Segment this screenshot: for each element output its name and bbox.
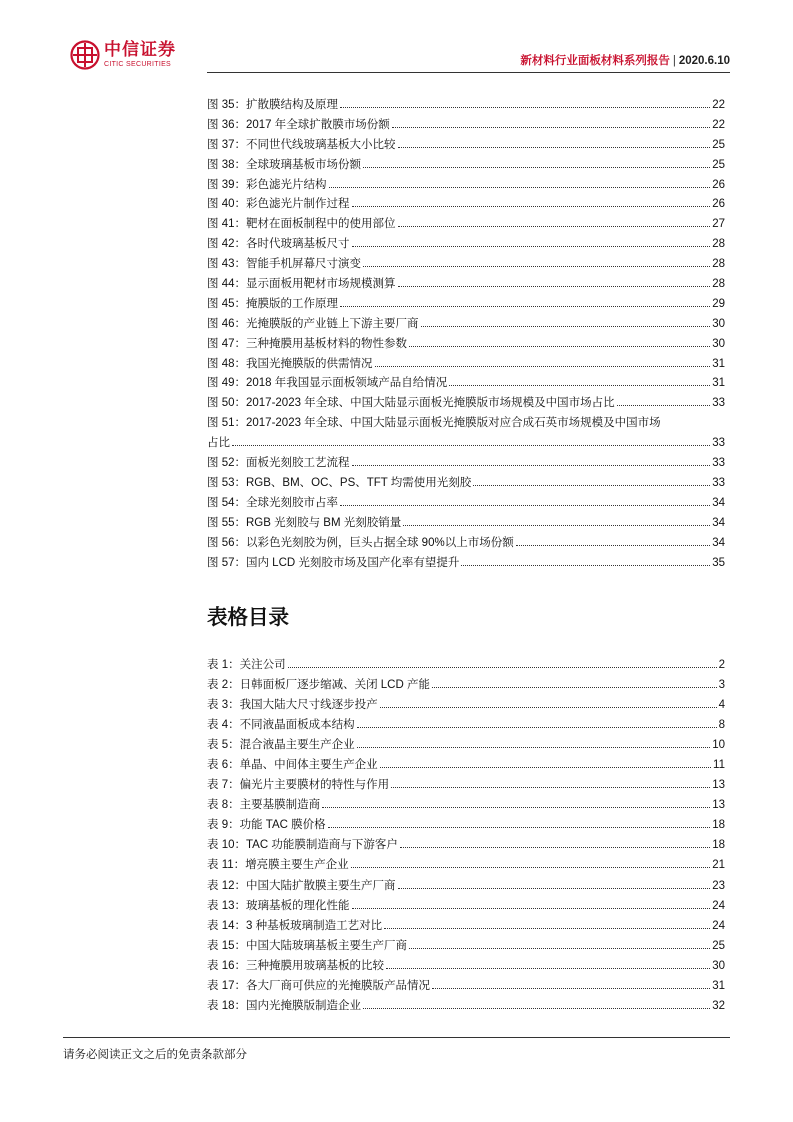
toc-dot-leader: [398, 286, 711, 287]
toc-entry[interactable]: [207, 355, 725, 375]
toc-entry-label: 表 13：玻璃基板的理化性能: [207, 899, 350, 912]
toc-page-number: 31: [712, 377, 725, 390]
toc-entry-label: 图 54：全球光刻胶市占率: [207, 496, 338, 509]
toc-entry-label: 图 35：扩散膜结构及原理: [207, 99, 338, 111]
toc-entry[interactable]: [207, 454, 725, 474]
toc-entry-label: 图 41：靶材在面板制程中的使用部位: [207, 218, 396, 231]
logo-english-name: CITIC SECURITIES: [104, 61, 172, 68]
toc-entry[interactable]: [207, 916, 725, 936]
toc-dot-leader: [352, 908, 711, 909]
toc-entry-label: 表 3：我国大陆大尺寸线逐步投产: [207, 699, 378, 712]
toc-page-number: 8: [718, 719, 725, 732]
toc-entry-label: 图 53：RGB、BM、OC、PS、TFT 均需使用光刻胶: [207, 476, 472, 489]
toc-entry[interactable]: [207, 775, 725, 795]
toc-entry-label: 表 10：TAC 功能膜制造商与下游客户: [207, 839, 398, 852]
toc-page-number: 13: [712, 799, 725, 812]
toc-dot-leader: [340, 505, 710, 506]
toc-dot-leader: [409, 948, 710, 949]
toc-dot-leader: [449, 385, 710, 386]
toc-entry[interactable]: [207, 534, 725, 554]
toc-dot-leader: [432, 988, 710, 989]
toc-entry-label: 图 40：彩色滤光片制作过程: [207, 198, 350, 211]
toc-entry-label: 表 2：日韩面板厂逐步缩减、关闭 LCD 产能: [207, 679, 430, 692]
toc-dot-leader: [352, 206, 711, 207]
toc-page-number: 30: [712, 317, 725, 330]
toc-page-number: 22: [712, 99, 725, 111]
toc-entry-label: 图 45：掩膜版的工作原理: [207, 297, 338, 310]
toc-dot-leader: [340, 107, 710, 108]
footer-divider: [63, 1037, 730, 1038]
toc-entry-label: 图 57：国内 LCD 光刻胶市场及国产化率有望提升: [207, 556, 460, 569]
toc-dot-leader: [398, 226, 711, 227]
toc-page-number: 18: [712, 839, 725, 852]
toc-page-number: 23: [712, 879, 725, 892]
toc-dot-leader: [400, 847, 710, 848]
toc-entry[interactable]: [207, 815, 725, 835]
toc-entry[interactable]: [207, 936, 725, 956]
toc-dot-leader: [398, 147, 711, 148]
toc-entry[interactable]: [207, 896, 725, 916]
toc-dot-leader: [322, 807, 710, 808]
toc-entry[interactable]: [207, 275, 725, 295]
toc-entry[interactable]: [207, 715, 725, 735]
toc-dot-leader: [409, 346, 710, 347]
toc-page-number: 3: [718, 679, 725, 692]
toc-page-number: 27: [712, 218, 725, 231]
toc-entry-label: 图 38：全球玻璃基板市场份额: [207, 158, 361, 171]
toc-entry[interactable]: [207, 494, 725, 514]
toc-entry-label: 图 42：各时代玻璃基板尺寸: [207, 238, 350, 251]
toc-entry[interactable]: [207, 876, 725, 896]
toc-entry[interactable]: [207, 554, 725, 574]
toc-page-number: 34: [712, 516, 725, 529]
toc-entry-label: 图 50：2017-2023 年全球、中国大陆显示面板光掩膜版市场规模及中国市场占比: [207, 397, 615, 410]
toc-page-number: 31: [712, 979, 725, 992]
toc-entry-label: 表 18：国内光掩膜版制造企业: [207, 999, 361, 1012]
tables-toc-heading: 表格目录: [207, 606, 289, 629]
toc-dot-leader: [516, 545, 711, 546]
toc-entry[interactable]: [207, 315, 725, 335]
toc-entry[interactable]: [207, 255, 725, 275]
toc-dot-leader: [403, 525, 710, 526]
toc-page-number: 28: [712, 238, 725, 251]
toc-dot-leader: [357, 747, 711, 748]
toc-dot-leader: [363, 266, 710, 267]
toc-entry-label: 图 55：RGB 光刻胶与 BM 光刻胶销量: [207, 516, 402, 529]
toc-page-number: 31: [712, 357, 725, 370]
toc-dot-leader: [352, 465, 711, 466]
report-series-title: 新材料行业面板材料系列报告: [520, 55, 670, 67]
toc-page-number: 28: [712, 278, 725, 291]
toc-entry[interactable]: [207, 514, 725, 534]
toc-entry-label: 图 48：我国光掩膜版的供需情况: [207, 357, 373, 370]
toc-page-number: 26: [712, 198, 725, 211]
toc-entry[interactable]: [207, 116, 725, 136]
toc-page-number: 32: [712, 999, 725, 1012]
toc-entry-label: 表 5：混合液晶主要生产企业: [207, 739, 355, 752]
toc-entry[interactable]: [207, 156, 725, 176]
report-date: 2020.6.10: [678, 55, 730, 67]
toc-entry[interactable]: [207, 474, 725, 494]
toc-entry-label: 图 37：不同世代线玻璃基板大小比较: [207, 138, 396, 151]
toc-dot-leader: [232, 445, 710, 446]
toc-dot-leader: [421, 326, 711, 327]
toc-page-number: 4: [718, 699, 725, 712]
toc-dot-leader: [352, 246, 711, 247]
toc-entry-label: 表 16：三种掩膜用玻璃基板的比较: [207, 959, 384, 972]
header-separator: |: [672, 55, 676, 67]
toc-entry-label: 表 6：单晶、中间体主要生产企业: [207, 759, 378, 772]
toc-entry[interactable]: [207, 335, 725, 355]
toc-entry-label: 图 49：2018 年我国显示面板领域产品自给情况: [207, 377, 448, 390]
toc-entry-label-continued: 占比: [207, 437, 230, 450]
toc-page-number: 13: [712, 779, 725, 792]
toc-dot-leader: [461, 565, 710, 566]
toc-dot-leader: [386, 968, 710, 969]
toc-entry[interactable]: [207, 735, 725, 755]
toc-dot-leader: [351, 867, 711, 868]
toc-page-number: 33: [712, 476, 725, 489]
toc-dot-leader: [375, 366, 711, 367]
toc-entry[interactable]: [207, 394, 725, 414]
toc-page-number: 29: [712, 297, 725, 310]
toc-page-number: 28: [712, 258, 725, 271]
brand-logo: [70, 38, 176, 72]
toc-entry[interactable]: [207, 996, 725, 1016]
toc-entry-label: 图 39：彩色滤光片结构: [207, 178, 327, 191]
toc-entry-label: 图 51：2017-2023 年全球、中国大陆显示面板光掩膜版对应合成石英市场规模及中国市场: [207, 417, 661, 430]
toc-entry-label: 表 17：各大厂商可供应的光掩膜版产品情况: [207, 979, 430, 992]
toc-entry[interactable]: [207, 136, 725, 156]
toc-dot-leader: [380, 707, 717, 708]
toc-entry[interactable]: [207, 374, 725, 394]
toc-dot-leader: [432, 687, 717, 688]
toc-entry[interactable]: [207, 96, 725, 116]
toc-page-number: 34: [712, 536, 725, 549]
toc-dot-leader: [384, 928, 710, 929]
toc-dot-leader: [363, 1008, 710, 1009]
toc-page-number: 35: [712, 556, 725, 569]
toc-entry-label: 图 52：面板光刻胶工艺流程: [207, 457, 350, 470]
toc-entry-label: 表 11：增亮膜主要生产企业: [207, 859, 349, 872]
report-header-title: [520, 52, 730, 68]
toc-entry[interactable]: [207, 195, 725, 215]
toc-entry[interactable]: [207, 295, 725, 315]
toc-page-number: 25: [712, 158, 725, 171]
toc-dot-leader: [340, 306, 710, 307]
toc-page-number: 18: [712, 819, 725, 832]
toc-entry-label: 表 12：中国大陆扩散膜主要生产厂商: [207, 879, 396, 892]
toc-entry[interactable]: [207, 695, 725, 715]
toc-page-number: 33: [712, 437, 725, 450]
footer-disclaimer: 请务必阅读正文之后的免责条款部分: [63, 1049, 247, 1061]
toc-entry[interactable]: [207, 655, 725, 675]
toc-entry-label: 图 46：光掩膜版的产业链上下游主要厂商: [207, 317, 419, 330]
toc-entry-label: 表 8：主要基膜制造商: [207, 799, 321, 812]
toc-entry[interactable]: [207, 176, 725, 196]
toc-page-number: 33: [712, 397, 725, 410]
toc-page-number: 24: [712, 899, 725, 912]
toc-entry-label: 表 9：功能 TAC 膜价格: [207, 819, 326, 832]
toc-entry[interactable]: [207, 976, 725, 996]
toc-entry-label: 表 7：偏光片主要膜材的特性与作用: [207, 779, 390, 792]
toc-page-number: 30: [712, 337, 725, 350]
toc-page-number: 11: [713, 759, 725, 772]
toc-entry-label: 表 4：不同液晶面板成本结构: [207, 719, 355, 732]
toc-page-number: 30: [712, 959, 725, 972]
toc-dot-leader: [357, 727, 717, 728]
toc-entry-label: 图 43：智能手机屏幕尺寸演变: [207, 258, 361, 271]
toc-page-number: 10: [712, 739, 725, 752]
toc-dot-leader: [398, 888, 711, 889]
toc-dot-leader: [329, 187, 711, 188]
toc-entry-label: 图 36：2017 年全球扩散膜市场份额: [207, 118, 390, 131]
toc-dot-leader: [617, 405, 711, 406]
toc-page-number: 34: [712, 496, 725, 509]
toc-dot-leader: [363, 167, 710, 168]
toc-entry-label: 表 15：中国大陆玻璃基板主要生产厂商: [207, 939, 407, 952]
toc-entry[interactable]: [207, 755, 725, 775]
toc-entry[interactable]: [207, 235, 725, 255]
toc-page-number: 26: [712, 178, 725, 191]
toc-entry[interactable]: [207, 414, 725, 454]
header-divider: [207, 72, 730, 73]
figure-toc-list: [207, 96, 725, 573]
toc-entry[interactable]: [207, 855, 725, 875]
toc-entry-label: 图 47：三种掩膜用基板材料的物性参数: [207, 337, 407, 350]
toc-page-number: 25: [712, 939, 725, 952]
toc-page-number: 25: [712, 138, 725, 151]
toc-page-number: 2: [718, 659, 725, 671]
toc-dot-leader: [288, 667, 717, 668]
toc-dot-leader: [380, 767, 711, 768]
toc-page-number: 22: [712, 118, 725, 131]
toc-entry-label: 图 56：以彩色光刻胶为例，巨头占据全球 90%以上市场份额: [207, 536, 514, 549]
toc-page-number: 24: [712, 919, 725, 932]
citic-logo-icon: [70, 40, 100, 70]
toc-entry-label: 图 44：显示面板用靶材市场规模测算: [207, 278, 396, 291]
toc-entry[interactable]: [207, 675, 725, 695]
toc-entry-label: 表 1：关注公司: [207, 659, 286, 671]
toc-entry[interactable]: [207, 795, 725, 815]
toc-dot-leader: [392, 127, 710, 128]
toc-entry-label: 表 14：3 种基板玻璃制造工艺对比: [207, 919, 383, 932]
logo-chinese-name: 中信证券: [104, 40, 176, 59]
toc-entry[interactable]: [207, 215, 725, 235]
toc-entry[interactable]: [207, 956, 725, 976]
toc-dot-leader: [391, 787, 710, 788]
toc-dot-leader: [473, 485, 710, 486]
toc-entry[interactable]: [207, 835, 725, 855]
table-toc-list: [207, 655, 725, 1016]
toc-page-number: 33: [712, 457, 725, 470]
toc-page-number: 21: [712, 859, 725, 872]
toc-dot-leader: [328, 827, 711, 828]
